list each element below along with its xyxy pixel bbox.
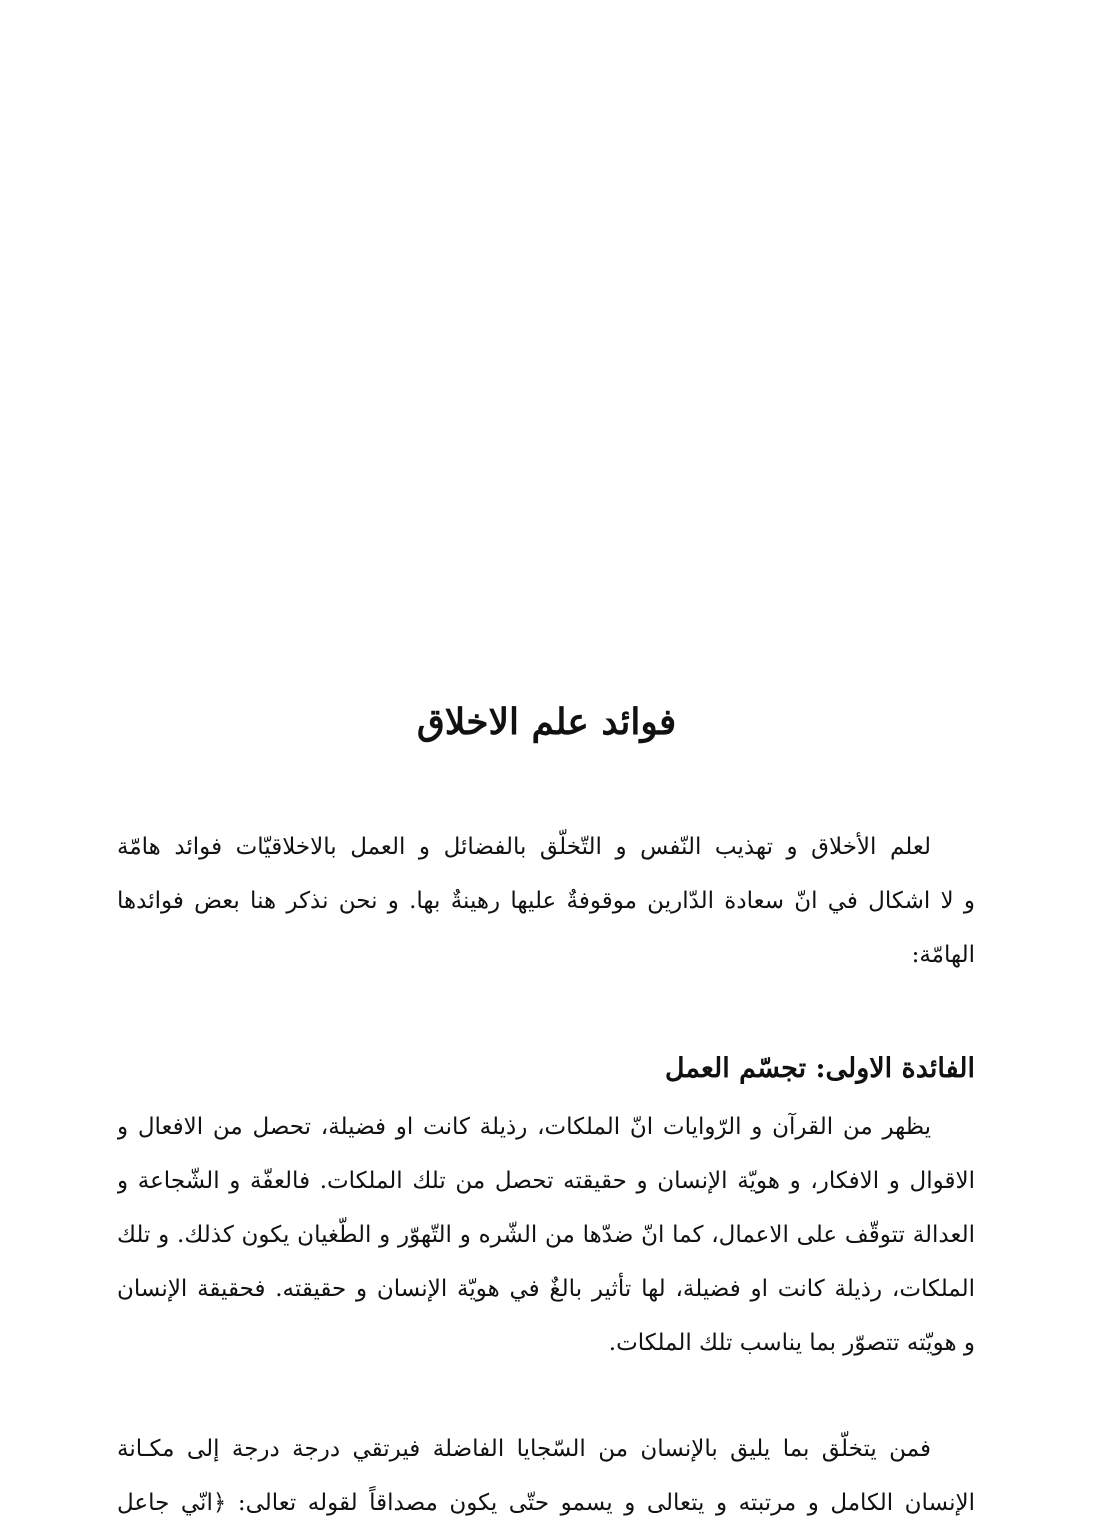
body2-line-1: فمن يتخلّق بما يليق بالإنسان من السّجايا الفاضلة فيرتقي درجة درجة إلى مكـانة — [117, 1436, 931, 1462]
body1-line-2: الاقوال و الافكار، و هويّة الإنسان و حقيقته تحصل من تلك الملكات. فالعفّة و الشّجاعة و — [117, 1168, 975, 1194]
intro-line-2: و لا اشكال في انّ سعادة الدّارين موقوفةٌ عليها رهينةٌ بها. و نحن نذكر هنا بعض فوائدها — [117, 888, 975, 914]
body2-line-2: الإنسان الكامل و مرتبته و يتعالى و يسمو حتّى يكون مصداقاً لقوله تعالى: ﴿انّي جاعل — [117, 1490, 975, 1516]
section-heading: الفائدة الاولى: تجسّم العمل — [664, 1053, 975, 1084]
body1-line-4: الملكات، رذيلة كانت او فضيلة، لها تأثير بالغٌ في هويّة الإنسان و حقيقته. فحقيقة الإنسان — [117, 1276, 975, 1302]
intro-line-1: لعلم الأخلاق و تهذيب النّفس و التّخلّق بالفضائل و العمل بالاخلاقيّات فوائد هامّة — [117, 834, 931, 860]
page-title: فوائد علم الاخلاق — [416, 701, 677, 743]
body-paragraph-1 — [117, 1100, 975, 1370]
body-paragraph-2 — [117, 1422, 975, 1530]
intro-line-3: الهامّة: — [911, 942, 975, 968]
intro-paragraph — [117, 820, 975, 982]
body1-line-3: العدالة تتوقّف على الاعمال، كما انّ ضدّها من الشّره و التّهوّر و الطّغيان يكون كذلك. و تلك — [117, 1222, 975, 1248]
body1-line-1: يظهر من القرآن و الرّوايات انّ الملكات، رذيلة كانت او فضيلة، تحصل من الافعال و — [117, 1114, 931, 1140]
body1-line-5: و هويّته تتصوّر بما يناسب تلك الملكات. — [608, 1330, 975, 1356]
